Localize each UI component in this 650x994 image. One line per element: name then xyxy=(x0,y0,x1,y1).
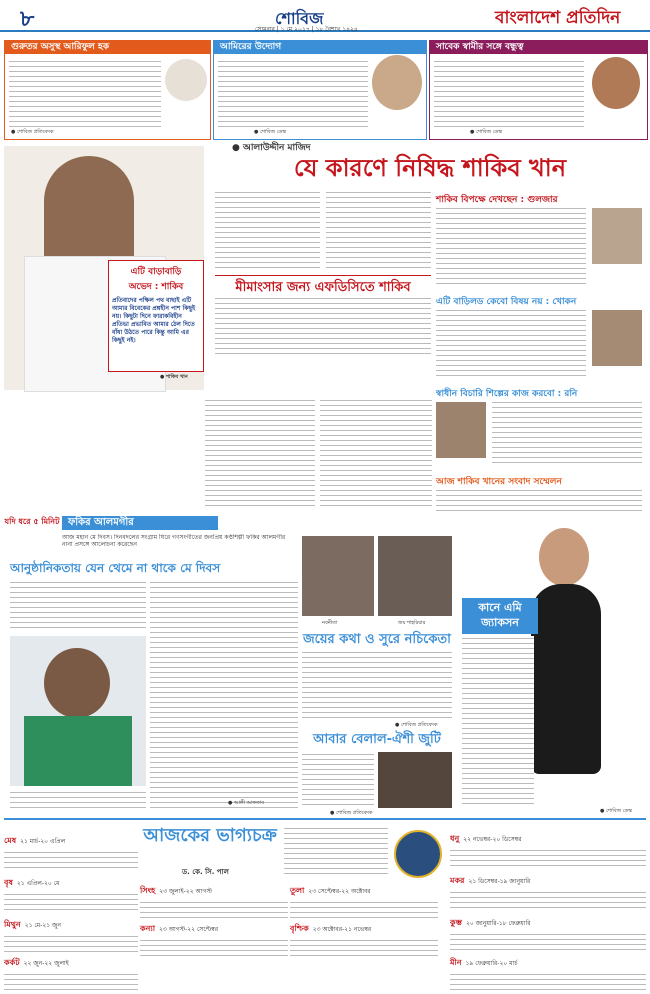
sign-name: কুম্ভ xyxy=(450,918,462,927)
fakir-subhead: আনুষ্ঠানিকতায় যেন থেমে না থাকে মে দিবস xyxy=(10,561,221,575)
quote-box xyxy=(108,260,204,372)
sign-name: মিথুন xyxy=(4,920,21,929)
horoscope-sign xyxy=(450,826,646,862)
fakir-credit: ● আলী আফতাব xyxy=(228,800,265,806)
section-title: শোবিজ xyxy=(275,9,324,28)
horoscope-sign xyxy=(290,916,438,952)
zodiac-wheel-icon xyxy=(394,830,442,878)
bullet-credit: ● শাকিব খান xyxy=(160,374,188,380)
item-title: স্বাধীন বিচারি শিল্পের কাজ করবো : রনি xyxy=(436,389,578,399)
page-number: ৮ xyxy=(20,6,35,32)
top-story-amir xyxy=(213,40,427,140)
horoscope-sign xyxy=(450,868,646,904)
horoscope-sign xyxy=(4,870,138,906)
amy-credit: ● শোবিজ ডেস্ক xyxy=(600,808,632,814)
caption-left: নবনীতা xyxy=(322,620,338,626)
subheadline: মীমাংসার জন্য এফডিসিতে শাকিব xyxy=(235,280,411,295)
horoscope-sign xyxy=(140,916,288,952)
newspaper-logo: বাংলাদেশ প্রতিদিন xyxy=(495,8,621,28)
photo-nabanita xyxy=(302,536,374,616)
photo xyxy=(592,310,642,366)
sign-range: ২১ এপ্রিল-২০ মে xyxy=(16,880,60,887)
joy-headline: জয়ের কথা ও সুরে নচিকেতা xyxy=(303,632,451,647)
sign-range: ১৯ ফেব্রুয়ারি-২০ মার্চ xyxy=(465,960,518,967)
photo xyxy=(436,402,486,458)
horoscope-title: আজকের ভাগ্যচক্র xyxy=(143,825,277,846)
lead-headline: যে কারণে নিষিদ্ধ শাকিব খান xyxy=(293,154,567,182)
sign-name: ধনু xyxy=(450,834,460,843)
item-title: এটি বাড়িলড কেবো বিষয় নয় : খোকন xyxy=(436,297,577,307)
fakir-photo xyxy=(10,636,146,786)
sign-name: তুলা xyxy=(290,886,305,895)
horoscope-sign xyxy=(450,950,646,986)
photo-joy xyxy=(378,536,452,616)
portrait-photo xyxy=(372,55,422,110)
top-story-ex-husband xyxy=(429,40,648,140)
sign-range: ২২ নভেম্বর-২০ ডিসেম্বর xyxy=(463,836,522,843)
caption-right: জয় শাহরিয়ার xyxy=(398,620,426,626)
credit: ● শোবিজ ডেস্ক xyxy=(254,129,286,135)
portrait-photo xyxy=(165,59,207,101)
horoscope-sign xyxy=(450,910,646,946)
horoscope-sign xyxy=(4,950,138,986)
sign-range: ২০ জানুয়ারি-১৮ ফেব্রুয়ারি xyxy=(465,920,531,927)
horoscope-sign xyxy=(290,878,438,914)
quote-subtitle: অভেদ : শাকিব xyxy=(128,282,184,292)
right-item-gulzar xyxy=(436,192,646,290)
story-title: সাবেক স্বামীর সঙ্গে বন্ধুত্ব xyxy=(430,41,647,54)
sign-name: বৃশ্চিক xyxy=(290,924,309,933)
byline: ● আলাউদ্দীন মাজিদ xyxy=(232,143,311,153)
joy-credit: ● শোবিজ প্রতিবেদক xyxy=(395,722,438,728)
sign-name: সিংহ xyxy=(140,886,156,895)
sign-range: ২২ জুন-২২ জুলাই xyxy=(23,960,69,967)
sign-range: ২৩ সেপ্টেম্বর-২২ অক্টোবর xyxy=(308,888,371,895)
credit: ● শোবিজ প্রতিবেদক xyxy=(11,129,54,135)
amy-title: কানে এমি জ্যাকসন xyxy=(462,598,538,634)
tag-text: যদি ধরে ৫ মিনিট xyxy=(4,517,60,526)
sign-name: কর্কট xyxy=(4,958,20,967)
right-item-press-conference xyxy=(436,474,646,514)
sign-name: কন্যা xyxy=(140,924,156,933)
sign-range: ২১ ডিসেম্বর-১৯ জানুয়ারি xyxy=(468,878,531,885)
belal-headline: আবার বেলাল-ঐশী জুটি xyxy=(313,732,441,747)
item-title: আজ শাকিব খানের সংবাদ সম্মেলন xyxy=(436,477,562,487)
sign-name: মেষ xyxy=(4,836,17,845)
sign-range: ২৩ আগস্ট-২২ সেপ্টেম্বর xyxy=(159,926,219,933)
horoscope-author: ড. কে. সি. পাল xyxy=(182,868,229,876)
story-title: আমিরের উদ্যোগ xyxy=(214,41,426,54)
belal-credit: ● শোবিজ প্রতিবেদক xyxy=(330,810,373,816)
sign-range: ২৩ অক্টোবর-২১ নভেম্বর xyxy=(312,926,372,933)
quote-text: প্রতিবাদের পক্ষিল পথ বাছাই এটি আমার বিবেকের প্রশ্নহীন পাশ কিছুই নয়। কিছুটা দিনে ফারাকবিহীন প্রতিভা প্রভাবিত আমার ঠেল দিতে বাঁধা উঠতে পারে কিন্তু আমি এর কিছুই নই। xyxy=(112,297,196,344)
sign-range: ২১ মার্চ-২০ এপ্রিল xyxy=(20,838,66,845)
issue-date: সোমবার | ১ মে ২০১৭ | ১৮ বৈশাখ ১৪২৪ xyxy=(255,26,358,33)
sign-name: বৃষ xyxy=(4,878,13,887)
story-title: গুরুতর অসুস্থ আরিফুল হক xyxy=(5,41,210,54)
horoscope-sign xyxy=(140,878,288,914)
photo xyxy=(592,208,642,264)
portrait-photo xyxy=(592,57,640,109)
credit: ● শোবিজ ডেস্ক xyxy=(470,129,502,135)
sign-name: মীন xyxy=(450,958,462,967)
photo-belal-oishi xyxy=(378,752,452,808)
fakir-intro: আজ মহান মে দিবস। দিনবদলের সংগ্রাম ঘিরে গণসংগীতের জনপ্রিয় কণ্ঠশিল্পী ফকির আলমগীর নানা প্রসঙ্গে আলোচনা করেছেন xyxy=(62,534,286,548)
right-item-khokon xyxy=(436,294,646,382)
top-story-arif xyxy=(4,40,211,140)
sign-name: মকর xyxy=(450,876,465,885)
quote-title: এটি বাড়াবাড়ি xyxy=(130,267,182,277)
horoscope-sign xyxy=(4,828,138,864)
right-item-roni xyxy=(436,386,646,470)
fakir-title: ফকির আলমগীর xyxy=(62,516,218,530)
sign-range: ২৩ জুলাই-২২ আগস্ট xyxy=(159,888,212,895)
item-title: শাকিব বিপক্ষে দেখছেন : গুলজার xyxy=(436,195,558,205)
sign-range: ২১ মে-২১ জুন xyxy=(24,922,61,929)
horoscope-sign xyxy=(4,912,138,948)
